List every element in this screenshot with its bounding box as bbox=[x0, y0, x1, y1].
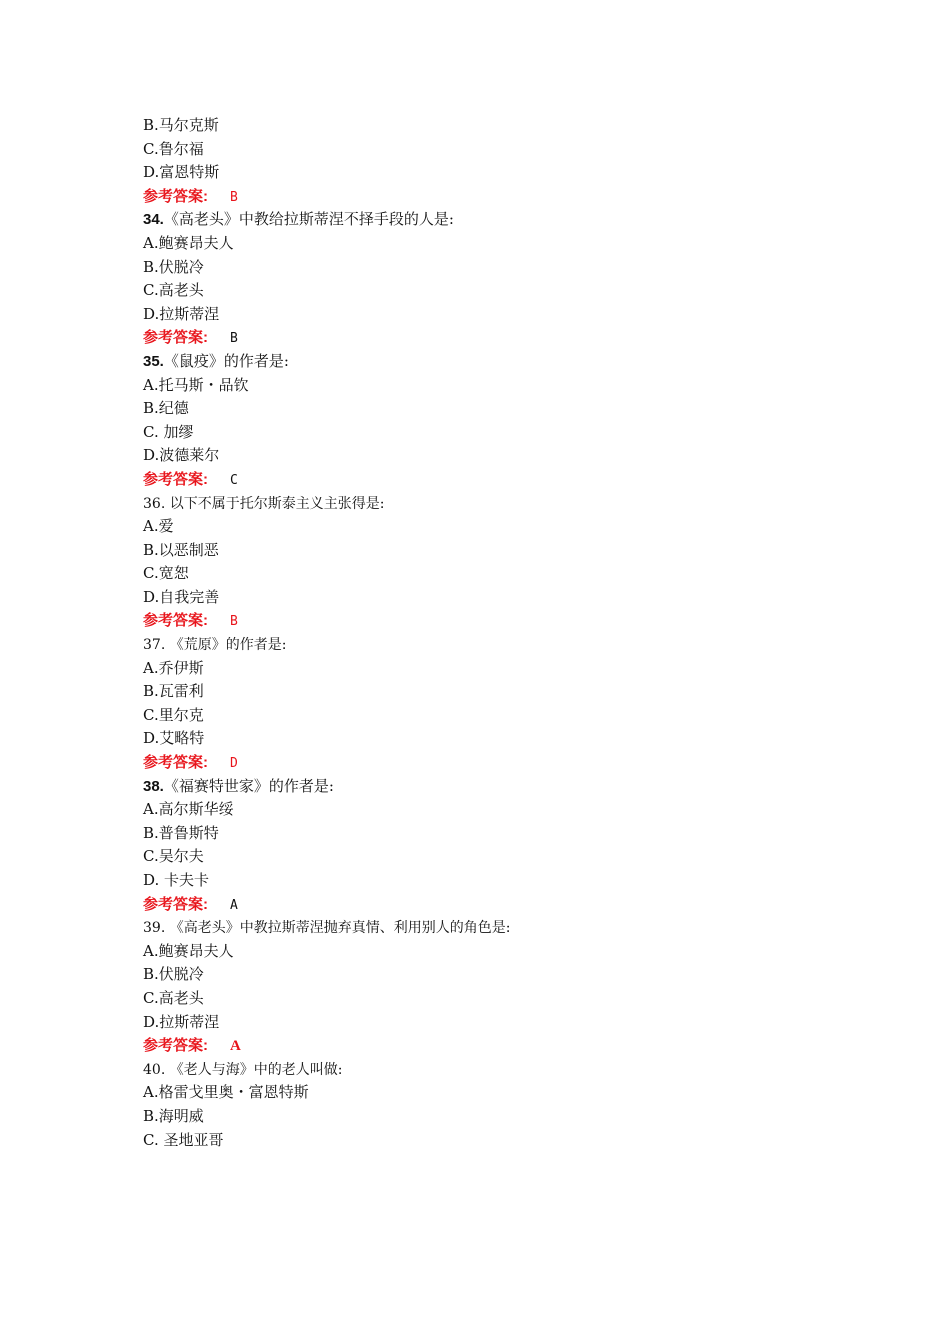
reference-answer bbox=[143, 326, 823, 350]
question-stem bbox=[143, 1058, 823, 1082]
answer-option bbox=[143, 138, 823, 162]
answer-option bbox=[143, 539, 823, 563]
answer-option bbox=[143, 1129, 823, 1153]
option-text: B.以恶制恶 bbox=[143, 540, 219, 559]
question-stem bbox=[143, 916, 823, 940]
answer-option bbox=[143, 657, 823, 681]
question-text: 《高老头》中教给拉斯蒂涅不择手段的人是: bbox=[163, 210, 454, 229]
option-text: C.里尔克 bbox=[143, 705, 204, 724]
option-text: B.马尔克斯 bbox=[143, 116, 219, 134]
answer-option bbox=[143, 869, 823, 893]
option-text: A.鲍赛昂夫人 bbox=[143, 233, 234, 252]
answer-label: 参考答案: bbox=[143, 187, 208, 205]
question-stem bbox=[143, 775, 823, 799]
answer-option bbox=[143, 586, 823, 610]
reference-answer bbox=[143, 609, 823, 633]
question-text: 《鼠疫》的作者是: bbox=[163, 351, 289, 370]
answer-value: B bbox=[230, 614, 238, 630]
question-list bbox=[143, 114, 823, 1152]
option-text: D.艾略特 bbox=[143, 729, 205, 748]
option-text: C.宽恕 bbox=[143, 564, 189, 583]
answer-value: D bbox=[230, 756, 238, 772]
answer-label: 参考答案: bbox=[143, 895, 208, 913]
option-text: C.高老头 bbox=[143, 988, 204, 1007]
answer-option bbox=[143, 374, 823, 398]
answer-option bbox=[143, 515, 823, 539]
option-text: B.伏脱冷 bbox=[143, 965, 204, 984]
question-stem bbox=[143, 633, 823, 657]
question-stem bbox=[143, 208, 823, 232]
answer-label: 参考答案: bbox=[143, 329, 208, 347]
answer-value: C bbox=[230, 472, 238, 488]
question-number: 34. bbox=[143, 211, 164, 229]
option-text: A.爱 bbox=[143, 517, 174, 536]
option-text: D. 卡夫卡 bbox=[143, 871, 210, 889]
option-text: C.鲁尔福 bbox=[143, 139, 204, 158]
option-text: B.纪德 bbox=[143, 399, 189, 418]
answer-option bbox=[143, 1081, 823, 1105]
reference-answer bbox=[143, 468, 823, 492]
option-text: C. 加缪 bbox=[143, 422, 194, 441]
question-text: 40. 《老人与海》中的老人叫做: bbox=[143, 1061, 343, 1078]
question-stem bbox=[143, 492, 823, 516]
answer-option bbox=[143, 279, 823, 303]
answer-option bbox=[143, 940, 823, 964]
answer-option bbox=[143, 727, 823, 751]
option-text: A.格雷戈里奥・富恩特斯 bbox=[143, 1083, 309, 1102]
answer-option bbox=[143, 232, 823, 256]
option-text: D.拉斯蒂涅 bbox=[143, 304, 220, 323]
reference-answer bbox=[143, 1034, 823, 1058]
answer-label: 参考答案: bbox=[143, 754, 208, 772]
answer-option bbox=[143, 1011, 823, 1035]
answer-value: B bbox=[230, 189, 238, 205]
option-text: C.吴尔夫 bbox=[143, 847, 204, 866]
option-text: C.高老头 bbox=[143, 281, 204, 300]
answer-value: A bbox=[230, 897, 238, 913]
answer-option bbox=[143, 256, 823, 280]
question-number: 38. bbox=[143, 777, 164, 795]
answer-option bbox=[143, 421, 823, 445]
option-text: A.高尔斯华绥 bbox=[143, 800, 234, 819]
option-text: B.海明威 bbox=[143, 1106, 204, 1125]
answer-option bbox=[143, 822, 823, 846]
answer-label: 参考答案: bbox=[143, 1037, 208, 1055]
answer-label: 参考答案: bbox=[143, 470, 208, 488]
question-text: 36. 以下不属于托尔斯泰主义主张得是: bbox=[143, 495, 385, 512]
option-text: B.瓦雷利 bbox=[143, 682, 204, 701]
reference-answer bbox=[143, 893, 823, 917]
answer-option bbox=[143, 1105, 823, 1129]
answer-option bbox=[143, 987, 823, 1011]
option-text: B.伏脱冷 bbox=[143, 257, 204, 276]
option-text: A.乔伊斯 bbox=[143, 658, 204, 677]
option-text: D.自我完善 bbox=[143, 587, 220, 606]
option-text: D.拉斯蒂涅 bbox=[143, 1012, 220, 1031]
answer-value: B bbox=[230, 331, 238, 347]
answer-option bbox=[143, 397, 823, 421]
answer-option bbox=[143, 562, 823, 586]
answer-option bbox=[143, 114, 823, 138]
question-text: 《福赛特世家》的作者是: bbox=[163, 776, 334, 795]
question-text: 37. 《荒原》的作者是: bbox=[143, 637, 287, 654]
answer-option bbox=[143, 704, 823, 728]
option-text: D.富恩特斯 bbox=[143, 163, 220, 182]
reference-answer bbox=[143, 751, 823, 775]
option-text: D.波德莱尔 bbox=[143, 446, 220, 465]
option-text: A.托马斯・品钦 bbox=[143, 375, 249, 394]
question-number: 35. bbox=[143, 352, 164, 370]
answer-label: 参考答案: bbox=[143, 612, 208, 630]
answer-option bbox=[143, 444, 823, 468]
answer-option bbox=[143, 963, 823, 987]
answer-option bbox=[143, 303, 823, 327]
answer-value: A bbox=[230, 1038, 241, 1055]
answer-option bbox=[143, 680, 823, 704]
answer-option bbox=[143, 845, 823, 869]
option-text: C. 圣地亚哥 bbox=[143, 1130, 224, 1149]
reference-answer bbox=[143, 185, 823, 209]
option-text: A.鲍赛昂夫人 bbox=[143, 941, 234, 960]
answer-option bbox=[143, 161, 823, 185]
question-text: 39. 《高老头》中教拉斯蒂涅抛弃真情、利用别人的角色是: bbox=[143, 920, 511, 937]
answer-option bbox=[143, 798, 823, 822]
question-stem bbox=[143, 350, 823, 374]
option-text: B.普鲁斯特 bbox=[143, 823, 219, 842]
